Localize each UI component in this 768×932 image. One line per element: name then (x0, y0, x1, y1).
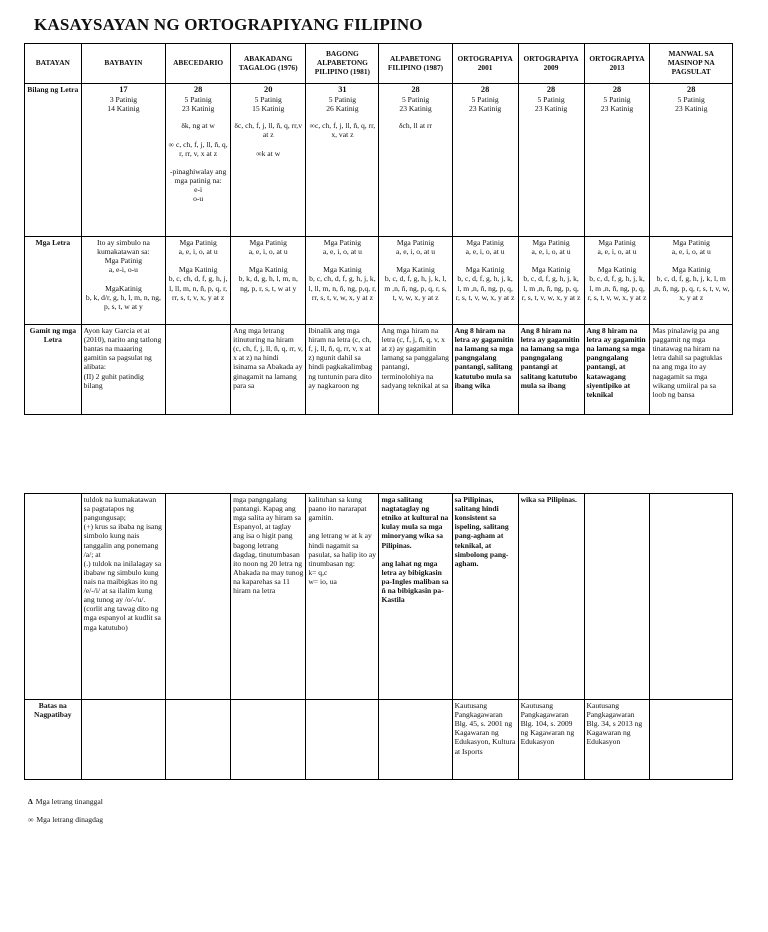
table-cell (166, 700, 231, 780)
table-cell: 17 3 Patinig 14 Katinig (81, 84, 166, 237)
table-cell: Mas pinalawig pa ang paggamit ng mga tinatawag na hiram na letra dahil sa pagtuklas na ang mga ito ay nagagamit sa mga wikang umiiral pa sa loob ng bansa (650, 325, 733, 415)
table-cell: Kautusang Pangkagawaran Blg. 34, s 2013 ng Kagawaran ng Edukasyon (584, 700, 650, 780)
page-title: KASAYSAYAN NG ORTOGRAPIYANG FILIPINO (34, 15, 423, 34)
table-cell: Mga Patinig a, e, i, o, at u Mga Katinig b, c, d, f, g, h, j, k, l, m ,n, ñ, ng, p, q, r, s, t, v, w, x, y at z (452, 237, 518, 325)
header-ortograpiya-2009: ORTOGRAPIYA 2009 (518, 44, 584, 84)
table-cell: Ang 8 hiram na letra ay gagamitin na lamang sa mga pangngalang pantangi at salitang katutubo mula sa ibang (518, 325, 584, 415)
header-manwal: MANWAL SA MASINOP NA PAGSULAT (650, 44, 733, 84)
header-baybayin: BAYBAYIN (81, 44, 166, 84)
table-cell: 31 5 Patinig 26 Katinig ∞c, ch, f, j, ll, ñ, q, rr, x, vat z (306, 84, 379, 237)
table-cell (25, 494, 82, 700)
table-cell: kalituhan sa kung paano ito nararapat gamitin. ang letrang w at k ay hindi nagamit sa pasulat, sa halip ito ay tinumbasan ng: k= q,c w= io, ua (306, 494, 379, 700)
table-cell: Ibinalik ang mga hiram na letra (c, ch, f, j, ll, ñ, q, rr, v, x at z) ngunit dahil sa hindi pagkakalimbag ng tuntunin para dito ay nagkaroon ng (306, 325, 379, 415)
ortography-table-continued (24, 493, 733, 780)
row-batas (25, 700, 733, 780)
header-alpabetong-filipino: ALPABETONG FILIPINO (1987) (379, 44, 452, 84)
table-cell: Mga Patinig a, e, i, o, at u Mga Katinig b, c, d, f, g, h, j, k, l, m ,n, ñ, ng, p, q, r, s, t, v, w, x, y at z (650, 237, 733, 325)
row-gamit-continued (25, 494, 733, 700)
table-cell: Kautusang Pangkagawaran Blg. 45, s. 2001 ng Kagawaran ng Edukasyon, Kultura at Isports (452, 700, 518, 780)
row-bilang (25, 84, 733, 237)
legend-removed (28, 797, 103, 806)
table-cell: 28 5 Patinig 23 Katinig (518, 84, 584, 237)
row-gamit (25, 325, 733, 415)
table-cell: 28 5 Patinig 23 Katinig (650, 84, 733, 237)
table-cell: Mga Patinig a, e, i, o, at u Mga Katinig b, c, ch, d, f, g, h, j, l, ll, m, n, ñ, p, q, r, rr, s, t, v, x, y at z (166, 237, 231, 325)
table-cell: Mga Patinig a, e, i, o, at u Mga Katinig b, c, d, f, g, h, j, k, l, m ,n, ñ, ng, p, q, r, s, t, v, w, x, y at z (584, 237, 650, 325)
table-cell (81, 700, 166, 780)
delta-icon: Δ (28, 797, 33, 806)
table-cell: Ayon kay Garcia et at (2010), narito ang tatlong bantas na maaaring gamitin sa pagsulat ng alibata: (II) 2 guhit patindig bilang (81, 325, 166, 415)
ortography-table (24, 43, 733, 415)
legend-removed-text: Mga letrang tinanggal (35, 797, 103, 806)
row-label: Gamit ng mga Letra (25, 325, 82, 415)
header-row (25, 44, 733, 84)
table-cell: 28 5 Patinig 23 Katinig δk, ng at w ∞ c, ch, f, j, ll, ñ, q, r, rr, v, x at z -pinaghiwalay ang mga patinig na: e-i o-u (166, 84, 231, 237)
table-cell: 28 5 Patinig 23 Katinig (584, 84, 650, 237)
table-cell: 20 5 Patinig 15 Katinig δc, ch, f, j, ll, ñ, q, rr,v at z ∞k at w (231, 84, 306, 237)
table-cell (379, 700, 452, 780)
row-label: Batas na Nagpatibay (25, 700, 82, 780)
table-cell: Mga Patinig a, e, i, o, at u Mga Katinig b, c, d, f, g, h, j, k, l, m ,n, ñ, ng, p, q, r, s, t, v, w, x, y at z (518, 237, 584, 325)
header-ortograpiya-2001: ORTOGRAPIYA 2001 (452, 44, 518, 84)
row-letra (25, 237, 733, 325)
row-label: Bilang ng Letra (25, 84, 82, 237)
legend-added (28, 815, 103, 824)
table-cell: Ang 8 hiram na letra ay gagamitin na lamang sa mga pangngalang pantangi, at katawagang siyentipiko at teknikal (584, 325, 650, 415)
table-cell: Ito ay simbulo na kumakatawan sa: Mga Patinig a, e-i, o-u MgaKatinig b, k, d/r, g, h, l, m, n, ng, p, s, t, w at y (81, 237, 166, 325)
header-bagong-alpabeto: BAGONG ALPABETONG PILIPINO (1981) (306, 44, 379, 84)
table-cell: mga salitang nagtataglay ng etniko at kultural na kulay mula sa mga minoryang wika sa Pilipinas. ang lahat ng mga letra ay bibigkasin pa-Ingles maliban sa ñ na bibigkasin pa-Kastila (379, 494, 452, 700)
table-cell: tuldok na kumakatawan sa pagtatapos ng pangungusap; (+) krus sa ibaba ng isang simbolo kung nais tanggalin ang ponemang /a/; at (.) tuldok na inilalagay sa ibabaw ng simbulo kung nais na maibigkas ito ng /e/-/i/ at sa ilalim kung ang tunog ay /o/-/u/. (corlit ang tawag dito ng mga espanyol at kudlit sa mga katutubo) (81, 494, 166, 700)
table-cell: Mga Patinig a, e, i, o, at u Mga Katinig b, c, ch, d, f, g, h, j, k, l, ll, m, n, ñ, ng, p,q, r, rr, s, t, v, w, x, y at z (306, 237, 379, 325)
table-cell (306, 700, 379, 780)
header-abecedario: ABECEDARIO (166, 44, 231, 84)
table-cell (650, 494, 733, 700)
row-label: Mga Letra (25, 237, 82, 325)
header-ortograpiya-2013: ORTOGRAPIYA 2013 (584, 44, 650, 84)
header-batayan: BATAYAN (25, 44, 82, 84)
table-cell (231, 700, 306, 780)
table-cell: 28 5 Patinig 23 Katinig (452, 84, 518, 237)
table-cell (650, 700, 733, 780)
table-cell: Ang mga letrang itinuturing na hiram (c, ch, f, j, ll, ñ, q, rr, v, x at z) na hindi isinama sa Abakada ay ginagamit na lamang para sa (231, 325, 306, 415)
table-cell (584, 494, 650, 700)
table-cell: Mga Patinig a, e, i, o, at u Mga Katinig b, k, d, g, h, l, m, n, ng, p, r, s, t, w at y (231, 237, 306, 325)
infinity-icon: ∞ (28, 815, 34, 824)
table-cell: Ang mga hiram na letra (c, f, j, ñ, q, v, x at z) ay gagamitin lamang sa panggalang pantangi, terminolohiya na sadyang teknikal at sa (379, 325, 452, 415)
table-cell (166, 325, 231, 415)
table-cell: 28 5 Patinig 23 Katinig δch, ll at rr (379, 84, 452, 237)
header-abakada: ABAKADANG TAGALOG (1976) (231, 44, 306, 84)
table-cell: mga pangngalang pantangi. Kapag ang mga salita ay hiram sa Espanyol, at taglay ang isa o higit pang bagong letrang dagdag, tinutumbasan ito noon ng 20 letra ng Abakada na may tunog na kaparehas sa 11 hiram na letra (231, 494, 306, 700)
table-cell: Kautusang Pangkagawaran Blg. 104, s. 2009 ng Kagawaran ng Edukasyon (518, 700, 584, 780)
table-cell (166, 494, 231, 700)
legend-added-text: Mga letrang dinagdag (36, 815, 104, 824)
table-cell: Mga Patinig a, e, i, o, at u Mga Katinig b, c, d, f, g, h, j, k, l, m ,n, ñ, ng, p, q, r, s, t, v, w, x, y at z (379, 237, 452, 325)
table-cell: wika sa Pilipinas. (518, 494, 584, 700)
table-cell: Ang 8 hiram na letra ay gagamitin na lamang sa mga pangngalang pantangi, salitang katutubo mula sa ibang wika (452, 325, 518, 415)
table-cell: sa Pilipinas, salitang hindi konsistent sa ispeling, salitang pang-agham at teknikal, at simbolong pang-agham. (452, 494, 518, 700)
